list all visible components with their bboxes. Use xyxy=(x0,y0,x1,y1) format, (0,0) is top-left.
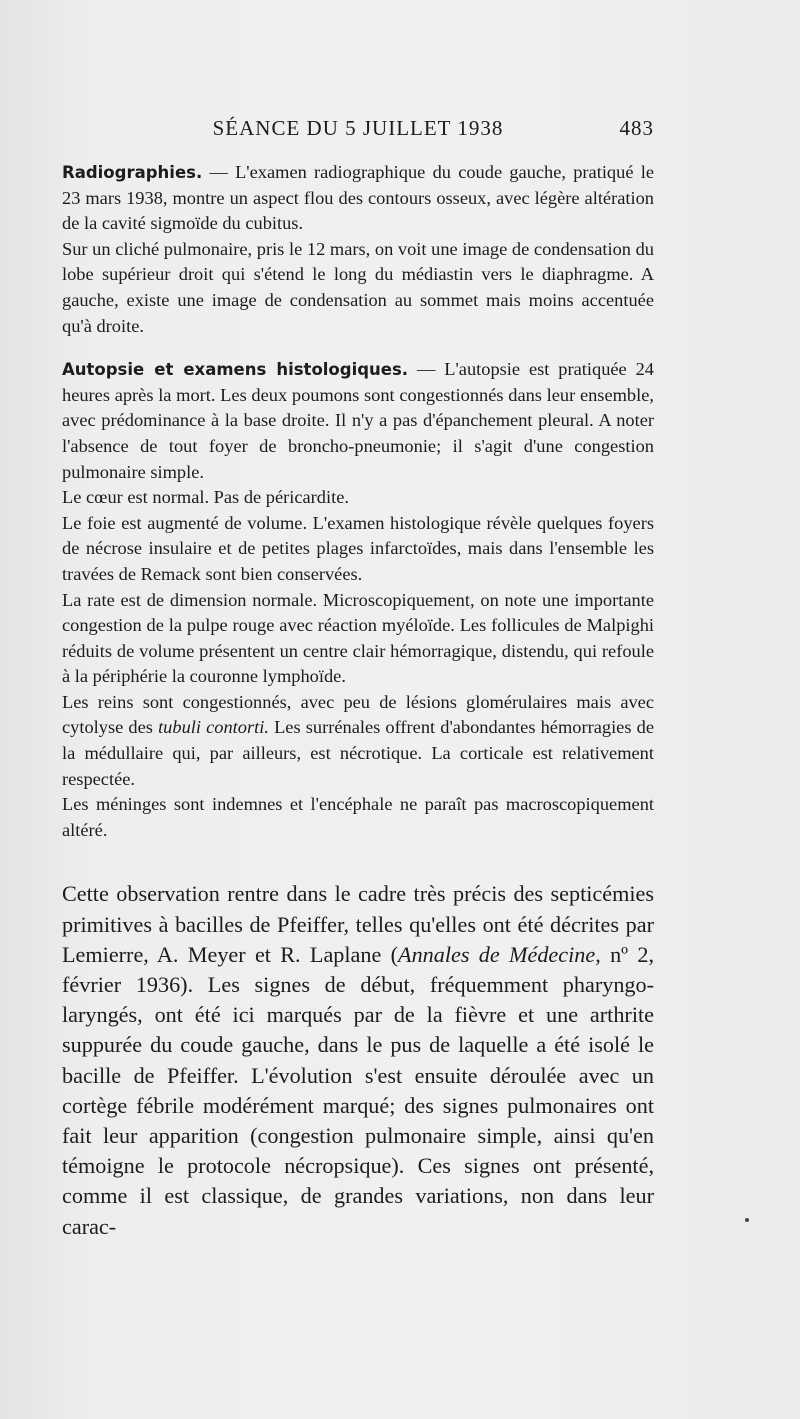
page-header xyxy=(62,116,654,146)
discussion xyxy=(62,879,654,1241)
paragraph-discussion xyxy=(62,879,654,1241)
section-heading-radiographies: Radiographies. xyxy=(62,163,203,182)
page-number: 483 xyxy=(619,116,654,140)
running-title: SÉANCE DU 5 JUILLET 1938 xyxy=(212,116,504,140)
paragraph-rate: La rate est de dimension normale. Microscopiquement, on note une importante congestion de la pulpe rouge avec réaction myéloïde. Les follicules de Malpighi réduits de volume présentent un centre clair hémorragique, distendu, qui refoule à la périphérie la couronne lymphoïde. xyxy=(62,589,654,687)
paragraph-cliche-pulmonaire: Sur un cliché pulmonaire, pris le 12 mars, on voit une image de condensation du lobe supérieur droit qui s'étend le long du médiastin vers le diaphragme. A gauche, existe une image de condensation au sommet mais moins accentuée qu'à droite. xyxy=(62,238,654,336)
reins-italic-term: tubuli contorti. xyxy=(158,717,269,738)
page-body xyxy=(62,160,654,1242)
autopsie-text: — L'autopsie est pratiquée 24 heures après la mort. Les deux poumons sont congestionnés dans leur ensemble, avec prédominance à la base droite. Il n'y a pas d'épanchement pleural. A noter l'absence de tout foyer de broncho-pneumonie; il s'agit d'une congestion pulmonaire simple. xyxy=(62,359,654,482)
paragraph-meninges: Les méninges sont indemnes et l'encéphale ne paraît pas macroscopiquement altéré. xyxy=(62,794,654,840)
paragraph-autopsie xyxy=(62,357,654,485)
discussion-journal-title: Annales de Médecine, xyxy=(398,941,601,967)
reins-text-a: Les reins sont congestionnés, avec peu de lésions glomérulaires mais avec cytolyse des xyxy=(62,691,654,738)
paragraph-reins xyxy=(62,690,654,792)
case-report xyxy=(62,160,654,843)
paragraph-radiographies xyxy=(62,160,654,237)
discussion-text-a: Cette observation rentre dans le cadre très précis des septicémies primitives à bacilles de Pfeiffer, telles qu'elles ont été décrites par Lemierre, A. Meyer et R. Laplane ( xyxy=(62,881,654,967)
reins-text-b: Les surrénales offrent d'abondantes hémorragies de la médullaire qui, par ailleurs, est nécrotique. La corticale est relativement respectée. xyxy=(62,717,654,789)
paragraph-coeur: Le cœur est normal. Pas de péricardite. xyxy=(62,487,349,508)
radiographies-text: — L'examen radiographique du coude gauche, pratiqué le 23 mars 1938, montre un aspect flou des contours osseux, avec légère altération de la cavité sigmoïde du cubitus. xyxy=(62,162,654,234)
paragraph-foie: Le foie est augmenté de volume. L'examen histologique révèle quelques foyers de nécrose insulaire et de petites plages infarctoïdes, mais dans l'ensemble les travées de Remack sont bien conservées. xyxy=(62,512,654,584)
discussion-text-b: nº 2, février 1936). Les signes de début, fréquemment pharyngo-laryngés, ont été ici marqués par de la fièvre et une arthrite suppurée du coude gauche, dans le pus de laquelle a été isolé le bacille de Pfeiffer. L'évolution s'est ensuite déroulée avec un cortège fébrile modérément marqué; des signes pulmonaires ont fait leur apparition (congestion pulmonaire simple, ainsi qu'en témoigne le protocole nécropsique). Ces signes ont présenté, comme il est classique, de grandes variations, non dans leur carac- xyxy=(62,941,654,1239)
ink-speck xyxy=(745,1218,749,1222)
section-gap xyxy=(62,339,654,357)
section-heading-autopsie: Autopsie et examens histologiques. xyxy=(62,360,409,380)
